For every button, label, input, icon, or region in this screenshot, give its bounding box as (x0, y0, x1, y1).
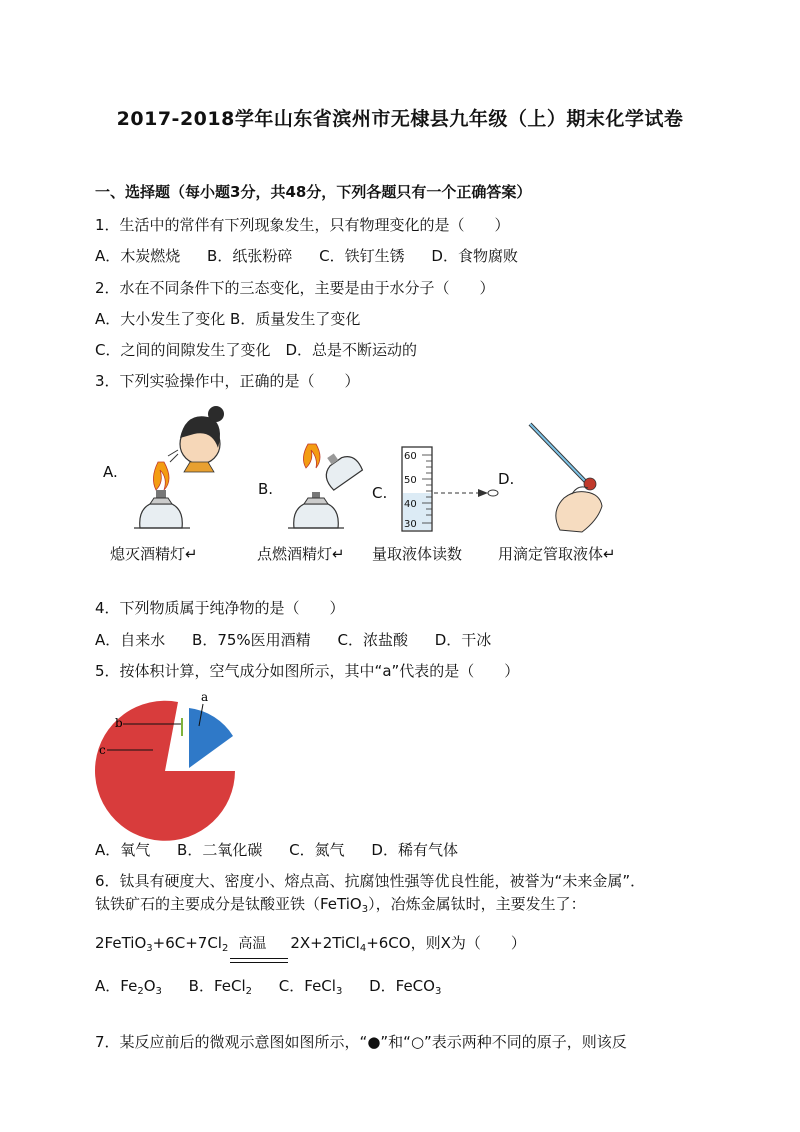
option-a[interactable]: A．自来水 (95, 631, 166, 649)
figure-letter-b: B. (258, 480, 274, 498)
option-c[interactable]: C．FeCl$_3$ (278, 977, 343, 997)
figure-letter-a: A. (103, 463, 118, 481)
question-2-stem: 2．水在不同条件下的三态变化，主要是由于水分子（ ） (95, 279, 495, 297)
question-7-stem: 7．某反应前后的微观示意图如图所示，“●”和“○”表示两种不同的原子，则该反 (95, 1033, 627, 1051)
question-5-options (95, 840, 480, 860)
caption-a: 熄灭酒精灯↵ (110, 545, 198, 563)
pie-label-a: a (201, 690, 209, 704)
option-a[interactable]: A．氧气 (95, 841, 151, 859)
section-heading: 一、选择题（每小题3分，共48分，下列各题只有一个正确答案） (95, 183, 532, 201)
question-1-options (95, 246, 540, 266)
option-d[interactable]: D．FeCO$_3$ (369, 977, 442, 997)
lamp-extinguish-illustration (120, 400, 230, 540)
option-c[interactable]: C．氮气 (289, 841, 345, 859)
pie-slice-b (181, 718, 183, 736)
option-d[interactable]: D．食物腐败 (431, 247, 518, 265)
graduated-cylinder-illustration (400, 445, 510, 535)
page-title: 2017-2018学年山东省滨州市无棣县九年级（上）期末化学试卷 (116, 108, 684, 130)
option-d[interactable]: D．稀有气体 (371, 841, 458, 859)
option-d[interactable]: D．干冰 (434, 631, 492, 649)
option-c[interactable]: C．浓盐酸 (337, 631, 408, 649)
pie-label-c: c (99, 743, 106, 757)
air-composition-pie-chart (95, 688, 245, 828)
figure-letter-d: D. (498, 470, 515, 488)
question-6-equation: $2FeTiO_3+6C+7Cl_2$ 高温 2X+2TiCl$_4$+6CO，则X为（ ） (95, 933, 526, 959)
option-c[interactable]: C．铁钉生锈 (319, 247, 405, 265)
question-3-stem: 3．下列实验操作中，正确的是（ ） (95, 372, 360, 390)
cylinder-tick-50: 50 (404, 475, 417, 486)
pie-slice-a (189, 708, 233, 768)
question-6-stem-line2: 钛铁矿石的主要成分是钛酸亚铁（FeTiO$_3$），冶炼金属钛时，主要发生了： (95, 895, 586, 915)
dropper-illustration (520, 420, 625, 540)
question-2-options-line1[interactable]: A．大小发生了变化 B．质量发生了变化 (95, 310, 361, 328)
option-b[interactable]: B．FeCl$_2$ (188, 977, 252, 997)
cylinder-tick-40: 40 (404, 499, 417, 510)
option-b[interactable]: B．二氧化碳 (177, 841, 263, 859)
question-2-options-line2[interactable]: C．之间的间隙发生了变化 D．总是不断运动的 (95, 341, 418, 359)
lamp-lighting-illustration (278, 440, 373, 540)
option-b[interactable]: B．75%医用酒精 (192, 631, 311, 649)
option-a[interactable]: A．木炭燃烧 (95, 247, 181, 265)
option-a[interactable]: A．$Fe_2O_3$ (95, 977, 162, 997)
question-4-stem: 4．下列物质属于纯净物的是（ ） (95, 599, 345, 617)
reaction-condition: 高温 (238, 936, 267, 952)
question-4-options (95, 630, 513, 650)
caption-b: 点燃酒精灯↵ (257, 545, 345, 563)
pie-label-b: b (115, 716, 123, 730)
caption-c: 量取液体读数 (372, 545, 463, 563)
question-5-stem: 5．按体积计算，空气成分如图所示，其中“a”代表的是（ ） (95, 662, 520, 680)
option-b[interactable]: B．纸张粉碎 (207, 247, 293, 265)
caption-d: 用滴定管取液体↵ (498, 545, 616, 563)
question-1-stem: 1．生活中的常伴有下列现象发生，只有物理变化的是（ ） (95, 216, 510, 234)
question-6-options (95, 976, 463, 1002)
figure-letter-c: C. (372, 484, 388, 502)
cylinder-tick-30: 30 (404, 519, 417, 530)
cylinder-tick-60: 60 (404, 451, 417, 462)
question-6-stem-line1: 6．钛具有硬度大、密度小、熔点高、抗腐蚀性强等优良性能，被誉为“未来金属”． (95, 872, 646, 890)
